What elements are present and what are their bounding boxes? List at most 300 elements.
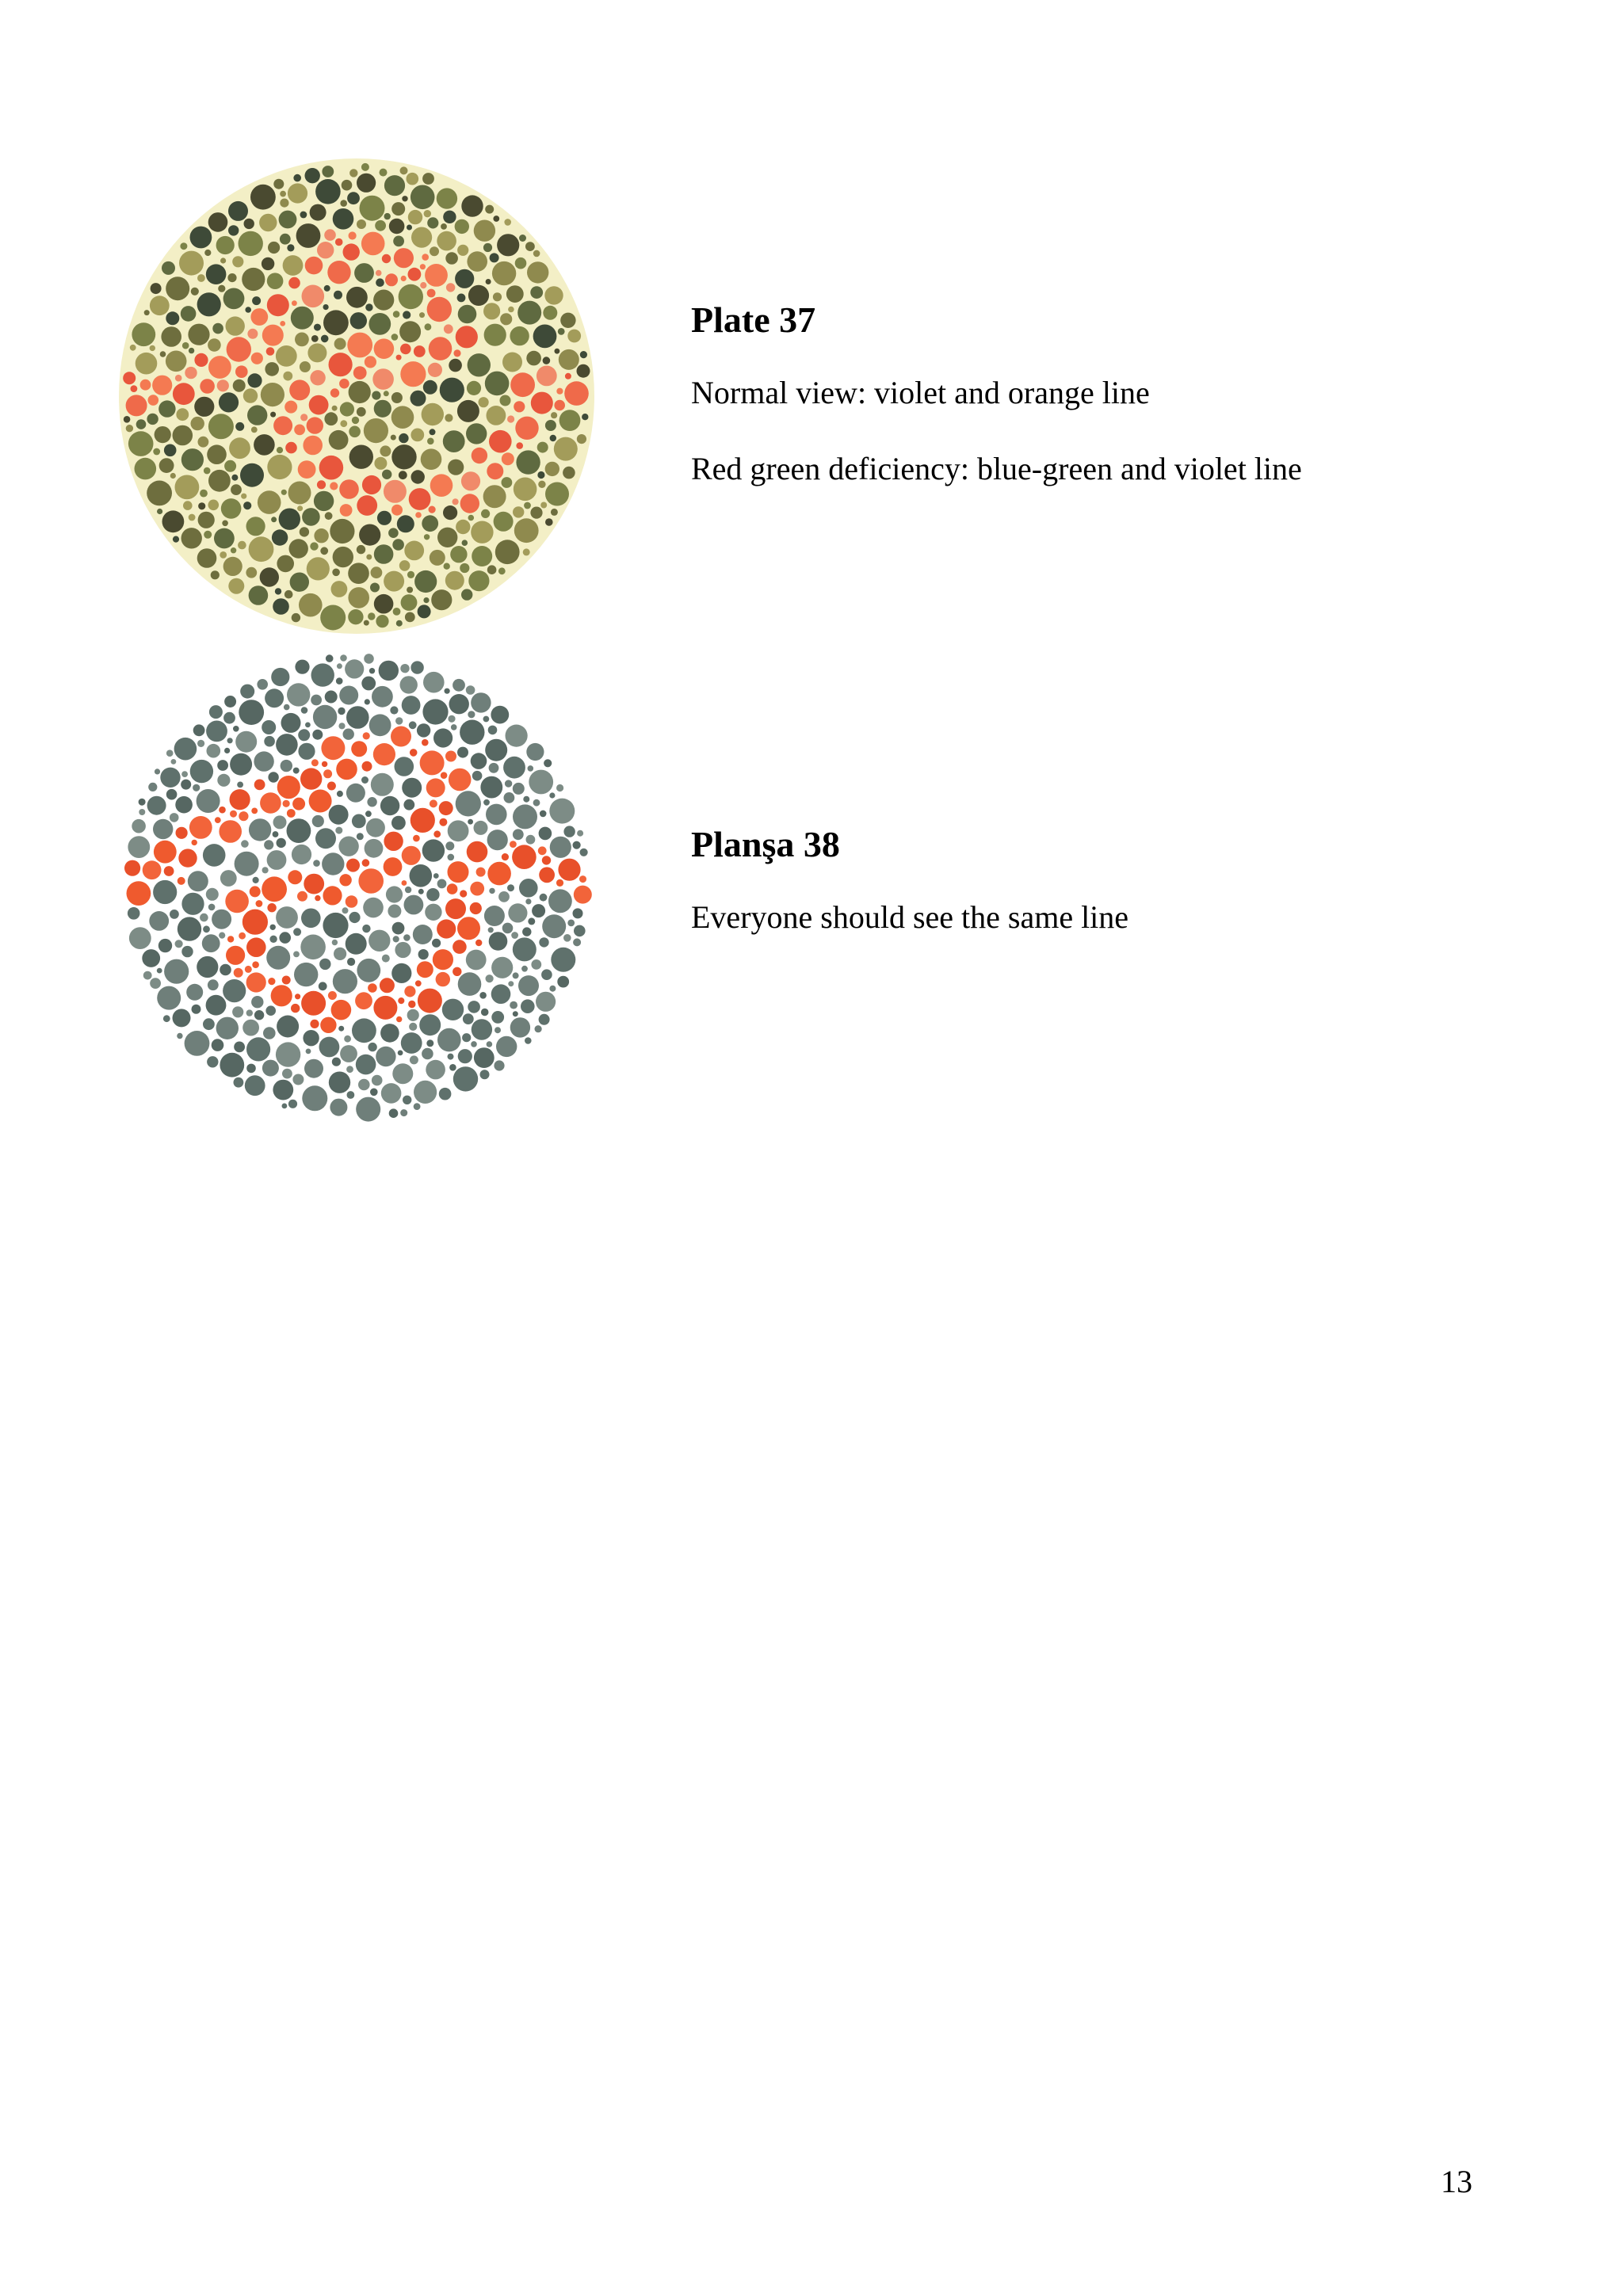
plate-38-background-dot bbox=[264, 736, 275, 747]
plate-37-line-dot bbox=[267, 294, 289, 316]
plate-38-background-dot bbox=[544, 759, 552, 767]
plate-37-background-dot bbox=[411, 470, 425, 483]
plate-38-background-dot bbox=[539, 1014, 550, 1025]
plate-38-background-dot bbox=[536, 992, 556, 1012]
plate-38-background-dot bbox=[319, 982, 327, 990]
plate-38-line-dot bbox=[439, 818, 447, 826]
plate-37-background-dot bbox=[220, 551, 227, 559]
plate-38-line-dot bbox=[539, 867, 555, 883]
plate-38-background-dot bbox=[460, 720, 484, 745]
plate-38-background-dot bbox=[445, 841, 454, 850]
plate-37-background-dot bbox=[407, 173, 419, 185]
plate-38-background-dot bbox=[405, 887, 411, 893]
plate-38-background-dot bbox=[174, 738, 197, 761]
plate-38-background-dot bbox=[541, 969, 552, 980]
plate-38-background-dot bbox=[305, 723, 311, 728]
plate-38-background-dot bbox=[267, 850, 287, 870]
plate-38-background-dot bbox=[344, 1035, 351, 1043]
plate-38-line-dot bbox=[363, 732, 370, 739]
plate-38-background-dot bbox=[439, 1088, 452, 1100]
plate-38-background-dot bbox=[418, 889, 424, 894]
plate-38-background-dot bbox=[329, 805, 349, 825]
plate-38-background-dot bbox=[573, 841, 581, 849]
plate-37-background-dot bbox=[538, 481, 545, 488]
plate-38-background-dot bbox=[288, 1100, 297, 1108]
plate-38-background-dot bbox=[513, 1011, 518, 1016]
plate-37-line-dot bbox=[554, 400, 565, 411]
plate-37-line-dot bbox=[317, 242, 334, 258]
plate-38-line-dot bbox=[426, 778, 445, 797]
plate-37-background-dot bbox=[307, 557, 330, 580]
plate-38-background-dot bbox=[494, 1060, 504, 1070]
plate-38-background-dot bbox=[251, 996, 263, 1008]
plate-37-background-dot bbox=[530, 507, 542, 519]
plate-38-line-dot bbox=[408, 1001, 415, 1008]
plate-37-background-dot bbox=[455, 219, 469, 234]
plate-37-background-dot bbox=[425, 323, 432, 330]
plate-38-background-dot bbox=[540, 810, 547, 818]
plate-38-background-dot bbox=[474, 821, 488, 835]
plate-37-background-dot bbox=[486, 279, 491, 284]
plate-37-background-dot bbox=[397, 515, 414, 532]
plate-37-background-dot bbox=[288, 482, 311, 505]
plate-38-background-dot bbox=[269, 936, 277, 943]
plate-38-line-dot bbox=[402, 846, 421, 865]
plate-37-caption bbox=[691, 299, 1484, 526]
plate-37-background-dot bbox=[580, 351, 587, 358]
plate-37-background-dot bbox=[130, 345, 136, 351]
plate-37-line-dot bbox=[408, 268, 422, 281]
plate-38-background-dot bbox=[449, 694, 469, 714]
plate-38-background-dot bbox=[573, 908, 583, 918]
plate-38-background-dot bbox=[281, 760, 292, 772]
plate-38-background-dot bbox=[503, 757, 525, 779]
plate-37-background-dot bbox=[183, 501, 193, 510]
plate-38-line-dot bbox=[445, 898, 466, 919]
plate-38-background-dot bbox=[474, 1047, 495, 1068]
plate-38-background-dot bbox=[164, 959, 189, 984]
plate-38-background-dot bbox=[398, 1051, 403, 1056]
plate-38-background-dot bbox=[364, 654, 374, 664]
plate-38-line-dot bbox=[254, 780, 265, 791]
plate-37-background-dot bbox=[240, 463, 264, 487]
plate-38-background-dot bbox=[519, 879, 538, 898]
plate-38-background-dot bbox=[448, 715, 455, 723]
plate-38-background-dot bbox=[549, 986, 556, 992]
plate-38-background-dot bbox=[498, 891, 510, 902]
plate-38-background-dot bbox=[471, 753, 487, 769]
plate-37-line-dot bbox=[335, 238, 343, 246]
plate-37-line-dot bbox=[302, 285, 325, 308]
plate-37-background-dot bbox=[300, 361, 311, 372]
plate-38-background-dot bbox=[357, 959, 380, 982]
plate-37-background-dot bbox=[157, 509, 162, 514]
plate-38-background-dot bbox=[149, 911, 169, 931]
plate-38-background-dot bbox=[139, 799, 146, 806]
plate-37-background-dot bbox=[450, 546, 467, 563]
plate-38-background-dot bbox=[330, 1099, 347, 1116]
plate-38-background-dot bbox=[262, 1060, 279, 1077]
plate-38-background-dot bbox=[193, 724, 205, 736]
plate-37-background-dot bbox=[267, 455, 292, 479]
plate-37-line-dot bbox=[288, 277, 300, 289]
plate-38-background-dot bbox=[171, 759, 177, 765]
plate-37-background-dot bbox=[582, 414, 588, 420]
plate-38-background-dot bbox=[173, 1009, 191, 1027]
plate-37-line-dot bbox=[339, 379, 349, 389]
plate-38-background-dot bbox=[403, 1096, 411, 1104]
plate-37-line-dot bbox=[250, 308, 268, 326]
plate-38-line-dot bbox=[420, 750, 445, 775]
plate-38-line-dot bbox=[373, 996, 397, 1020]
plate-38-background-dot bbox=[203, 1018, 215, 1030]
plate-37-background-dot bbox=[391, 406, 414, 429]
plate-38-background-dot bbox=[551, 948, 575, 972]
plate-38-line-dot bbox=[538, 846, 547, 855]
plate-38-background-dot bbox=[208, 979, 219, 990]
plate-38-background-dot bbox=[539, 827, 552, 841]
plate-38-background-dot bbox=[526, 743, 544, 761]
plate-37-background-dot bbox=[526, 351, 541, 366]
plate-38-line-dot bbox=[380, 978, 395, 993]
plate-38-background-dot bbox=[233, 726, 239, 732]
plate-37-background-dot bbox=[283, 255, 304, 276]
plate-38-line-dot bbox=[178, 849, 197, 867]
plate-37-background-dot bbox=[458, 305, 477, 324]
plate-37-background-dot bbox=[246, 517, 265, 536]
plate-37-line-dot bbox=[307, 417, 323, 433]
plate-38-background-dot bbox=[367, 797, 376, 807]
plate-37-background-dot bbox=[232, 256, 243, 267]
plate-37-line-dot bbox=[200, 379, 215, 394]
plate-37-line-dot bbox=[317, 480, 326, 489]
plate-37-line-dot bbox=[428, 363, 442, 377]
plate-38-line-dot bbox=[574, 886, 592, 904]
plate-38-background-dot bbox=[346, 1066, 353, 1073]
plate-37-background-dot bbox=[300, 212, 307, 219]
plate-38-line-dot bbox=[487, 862, 511, 886]
plate-38-description-text: Everyone should see the same line bbox=[691, 899, 1129, 935]
plate-37-background-dot bbox=[423, 597, 429, 603]
plate-37-background-dot bbox=[423, 380, 437, 395]
plate-37-background-dot bbox=[250, 185, 276, 210]
plate-38-background-dot bbox=[271, 668, 289, 686]
plate-38-background-dot bbox=[425, 904, 441, 921]
plate-37-line-dot bbox=[148, 395, 159, 406]
plate-37-background-dot bbox=[430, 429, 436, 435]
plate-38-background-dot bbox=[389, 1108, 399, 1118]
plate-37-background-dot bbox=[208, 470, 231, 492]
plate-38-background-dot bbox=[400, 1109, 407, 1116]
page-number: 13 bbox=[1441, 2164, 1472, 2199]
plate-37-background-dot bbox=[422, 403, 444, 425]
plate-38-background-dot bbox=[448, 1054, 454, 1060]
plate-37-background-dot bbox=[388, 528, 399, 538]
plate-37-background-dot bbox=[483, 243, 492, 252]
plate-38-background-dot bbox=[361, 776, 369, 784]
plate-37-background-dot bbox=[399, 284, 423, 309]
plate-37-background-dot bbox=[411, 429, 424, 442]
plate-38-background-dot bbox=[270, 925, 276, 930]
plate-37-background-dot bbox=[411, 391, 426, 406]
plate-38-line-dot bbox=[476, 868, 486, 877]
plate-37-line-dot bbox=[461, 471, 480, 490]
plate-37-line-dot bbox=[456, 326, 478, 348]
plate-38-background-dot bbox=[508, 981, 514, 986]
plate-37-background-dot bbox=[523, 548, 530, 555]
plate-38-background-dot bbox=[535, 1025, 542, 1032]
plate-38-background-dot bbox=[257, 679, 268, 690]
plate-37-background-dot bbox=[233, 379, 246, 392]
plate-37-background-dot bbox=[166, 311, 179, 325]
plate-38-background-dot bbox=[246, 1009, 253, 1016]
plate-38-background-dot bbox=[372, 1075, 383, 1086]
plate-37-background-dot bbox=[324, 285, 330, 292]
plate-38-background-dot bbox=[175, 940, 183, 948]
plate-38-line-dot bbox=[309, 790, 332, 813]
plate-38-line-dot bbox=[339, 874, 351, 886]
plate-38-background-dot bbox=[220, 870, 237, 887]
plate-37-background-dot bbox=[427, 438, 434, 445]
plate-38-background-dot bbox=[369, 668, 375, 673]
plate-38-background-dot bbox=[142, 949, 160, 967]
plate-37-background-dot bbox=[340, 402, 354, 416]
plate-38-background-dot bbox=[486, 804, 507, 826]
plate-37-background-dot bbox=[334, 338, 346, 350]
plate-38-line-dot bbox=[453, 967, 461, 976]
plate-37-background-dot bbox=[244, 219, 254, 229]
plate-38-background-dot bbox=[157, 986, 181, 1010]
plate-37-background-dot bbox=[357, 219, 366, 229]
plate-37-line-dot bbox=[329, 353, 353, 376]
plate-38-background-dot bbox=[491, 984, 511, 1004]
plate-37-background-dot bbox=[468, 570, 489, 591]
plate-37-background-dot bbox=[380, 169, 388, 177]
plate-37-background-dot bbox=[166, 351, 187, 372]
plate-38-background-dot bbox=[235, 731, 257, 753]
plate-38-background-dot bbox=[240, 685, 254, 699]
plate-37-background-dot bbox=[481, 509, 490, 518]
plate-37-background-dot bbox=[181, 448, 204, 471]
plate-38-background-dot bbox=[390, 706, 398, 714]
plate-37-line-dot bbox=[489, 430, 512, 453]
plate-37-background-dot bbox=[360, 196, 385, 221]
plate-37-line-dot bbox=[227, 337, 251, 361]
plate-37-background-dot bbox=[445, 252, 458, 265]
plate-37-line-dot bbox=[247, 329, 258, 339]
plate-38-background-dot bbox=[336, 677, 343, 685]
plate-38-background-dot bbox=[190, 760, 213, 783]
plate-37-background-dot bbox=[414, 570, 437, 593]
plate-37-background-dot bbox=[391, 392, 403, 403]
plate-38-background-dot bbox=[197, 740, 204, 747]
plate-38-background-dot bbox=[264, 840, 273, 849]
plate-37-background-dot bbox=[443, 505, 457, 520]
plate-38-line-dot bbox=[219, 820, 242, 843]
plate-37-background-dot bbox=[493, 292, 502, 301]
plate-37-background-dot bbox=[247, 373, 262, 387]
plate-37-background-dot bbox=[400, 166, 408, 174]
plate-37-background-dot bbox=[155, 426, 171, 443]
plate-37-background-dot bbox=[422, 515, 438, 532]
plate-37-background-dot bbox=[419, 312, 425, 318]
plate-38-background-dot bbox=[448, 820, 469, 841]
plate-37-line-dot bbox=[319, 456, 344, 480]
plate-37-background-dot bbox=[437, 188, 457, 208]
plate-37-background-dot bbox=[487, 565, 497, 574]
plate-37-background-dot bbox=[223, 288, 245, 310]
plate-38-background-dot bbox=[523, 796, 529, 803]
plate-38-background-dot bbox=[301, 707, 308, 714]
plate-38-background-dot bbox=[337, 791, 343, 797]
plate-37-line-dot bbox=[510, 372, 535, 397]
plate-38-line-dot bbox=[300, 768, 322, 789]
plate-37-line-dot bbox=[361, 232, 385, 256]
plate-37-line-dot bbox=[303, 436, 323, 456]
plate-37-background-dot bbox=[487, 406, 506, 425]
plate-38-background-dot bbox=[282, 1104, 288, 1109]
plate-37-background-dot bbox=[289, 539, 308, 558]
plate-37-background-dot bbox=[492, 261, 516, 285]
plate-38-background-dot bbox=[529, 770, 553, 795]
plate-38-background-dot bbox=[488, 726, 498, 735]
plate-38-line-dot bbox=[260, 792, 281, 814]
plate-38-background-dot bbox=[150, 978, 161, 989]
plate-37-background-dot bbox=[293, 174, 301, 182]
plate-37-background-dot bbox=[467, 251, 487, 272]
plate-38-background-dot bbox=[432, 939, 441, 948]
plate-38-background-dot bbox=[366, 818, 385, 837]
plate-37-line-dot bbox=[556, 388, 563, 395]
plate-38-line-dot bbox=[558, 859, 580, 881]
plate-37-background-dot bbox=[164, 444, 177, 457]
plate-37-background-dot bbox=[323, 304, 329, 310]
plate-38-dot-circle bbox=[119, 650, 594, 1125]
plate-38-line-dot bbox=[315, 895, 320, 901]
plate-38-background-dot bbox=[510, 1017, 530, 1037]
plate-37-background-dot bbox=[208, 414, 234, 439]
plate-37-background-dot bbox=[371, 566, 383, 578]
plate-37-dot-circle bbox=[119, 158, 594, 634]
plate-38-line-dot bbox=[398, 997, 404, 1004]
plate-37-background-dot bbox=[228, 201, 248, 221]
plate-37-background-dot bbox=[320, 605, 346, 631]
plate-37-line-dot bbox=[420, 282, 426, 288]
plate-37-background-dot bbox=[352, 417, 359, 424]
plate-38-background-dot bbox=[489, 763, 499, 773]
plate-37-background-dot bbox=[533, 250, 540, 257]
plate-38-background-dot bbox=[548, 889, 572, 913]
plate-37-background-dot bbox=[373, 290, 394, 311]
plate-37-background-dot bbox=[349, 381, 371, 403]
plate-38-background-dot bbox=[381, 1083, 402, 1104]
plate-38-background-dot bbox=[263, 1027, 276, 1039]
plate-37-background-dot bbox=[200, 490, 208, 498]
plate-38-background-dot bbox=[556, 784, 563, 791]
plate-38-line-dot bbox=[256, 900, 263, 907]
plate-37-background-dot bbox=[506, 285, 524, 303]
plate-38-line-dot bbox=[267, 903, 276, 912]
plate-38-background-dot bbox=[193, 784, 200, 791]
plate-37-background-dot bbox=[494, 512, 514, 532]
plate-38-background-dot bbox=[268, 772, 278, 782]
plate-38-background-dot bbox=[471, 1041, 477, 1047]
plate-38-background-dot bbox=[287, 683, 310, 706]
plate-37-background-dot bbox=[295, 333, 309, 347]
plate-37-line-dot bbox=[429, 506, 436, 513]
plate-37-line-dot bbox=[343, 243, 360, 260]
plate-37-background-dot bbox=[247, 405, 267, 425]
plate-37-background-dot bbox=[159, 458, 174, 473]
plate-37-line-dot bbox=[384, 480, 407, 503]
plate-38-background-dot bbox=[347, 958, 355, 966]
plate-38-background-dot bbox=[292, 845, 311, 864]
plate-38-background-dot bbox=[526, 835, 536, 845]
plate-38-background-dot bbox=[223, 712, 235, 724]
plate-38-background-dot bbox=[343, 729, 354, 740]
plate-38-line-dot bbox=[346, 859, 360, 872]
plate-38-background-dot bbox=[433, 728, 453, 747]
plate-38-background-dot bbox=[448, 854, 455, 861]
plate-37-background-dot bbox=[280, 234, 291, 245]
plate-37-line-dot bbox=[310, 370, 325, 385]
plate-38-background-dot bbox=[325, 691, 338, 704]
plate-37-background-dot bbox=[302, 508, 320, 526]
plate-38-background-dot bbox=[419, 1014, 441, 1035]
plate-38-line-dot bbox=[430, 799, 437, 807]
plate-38-line-dot bbox=[246, 972, 266, 992]
plate-38-background-dot bbox=[542, 914, 566, 938]
plate-37-background-dot bbox=[472, 546, 492, 566]
plate-38-line-dot bbox=[467, 841, 488, 863]
plate-38-background-dot bbox=[577, 830, 583, 837]
plate-37-line-dot bbox=[175, 375, 182, 382]
plate-38-background-dot bbox=[539, 937, 548, 947]
plate-38-background-dot bbox=[262, 720, 276, 734]
plate-38-background-dot bbox=[426, 1060, 445, 1080]
plate-38-background-dot bbox=[453, 1066, 478, 1091]
plate-38-line-dot bbox=[154, 841, 177, 864]
plate-38-line-dot bbox=[362, 859, 370, 867]
plate-38-line-dot bbox=[453, 940, 467, 954]
plate-37-background-dot bbox=[324, 412, 338, 425]
plate-37-background-dot bbox=[135, 458, 157, 480]
plate-38-background-dot bbox=[411, 661, 423, 673]
plate-37-background-dot bbox=[349, 426, 361, 438]
plate-37-background-dot bbox=[407, 587, 413, 593]
plate-38-background-dot bbox=[185, 1031, 210, 1056]
plate-37-background-dot bbox=[411, 185, 435, 210]
plate-38-background-dot bbox=[365, 839, 384, 858]
plate-38-line-dot bbox=[362, 761, 372, 772]
plate-37-background-dot bbox=[530, 286, 543, 299]
plate-37-background-dot bbox=[262, 257, 274, 270]
plate-37-line-dot bbox=[294, 425, 305, 436]
plate-37-line-dot bbox=[217, 379, 229, 391]
plate-37-background-dot bbox=[231, 547, 236, 553]
plate-38-line-dot bbox=[447, 883, 458, 894]
plate-37-background-dot bbox=[238, 541, 246, 550]
plate-37-background-dot bbox=[315, 179, 341, 204]
plate-38-background-dot bbox=[507, 884, 514, 891]
plate-38-background-dot bbox=[404, 895, 424, 915]
plate-37-line-dot bbox=[453, 498, 459, 505]
plate-37-background-dot bbox=[502, 353, 522, 372]
plate-37-line-dot bbox=[339, 479, 359, 499]
plate-38-background-dot bbox=[254, 1010, 264, 1020]
plate-37-line-dot bbox=[285, 401, 297, 414]
plate-37-background-dot bbox=[437, 528, 457, 547]
